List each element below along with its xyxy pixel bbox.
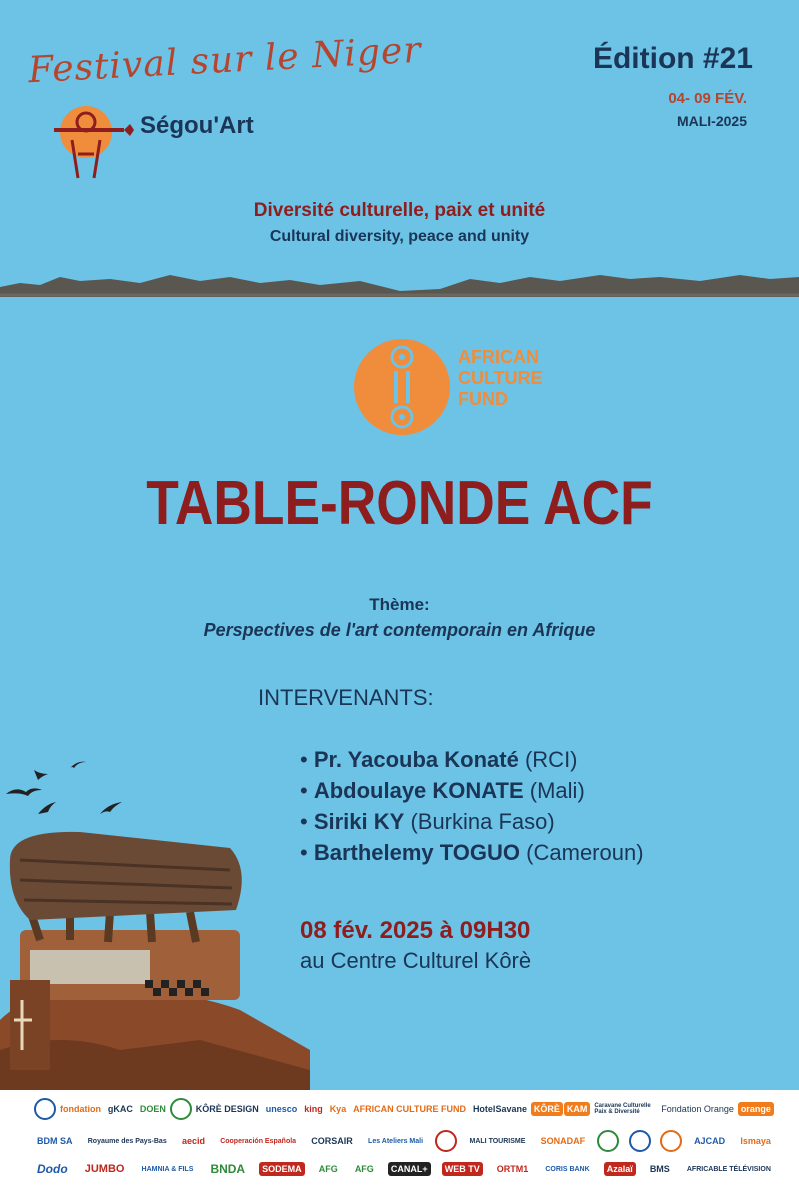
event-title: TABLE-RONDE ACF — [146, 469, 653, 538]
sponsor-logo: CORSAIR — [311, 1136, 353, 1146]
sponsor-logo: AFG — [354, 1164, 374, 1174]
speaker-name: Siriki KY — [313, 809, 405, 834]
sponsor-logo: BMS — [649, 1164, 670, 1174]
organizer-name — [458, 347, 543, 410]
sponsor-logo: CORIS BANK — [545, 1165, 590, 1173]
sponsor-logo: KÔRÈ DESIGN — [195, 1104, 259, 1114]
birds-illustration — [0, 740, 150, 820]
sponsor-logo: king — [304, 1104, 323, 1114]
event-venue: au Centre Culturel Kôrè — [300, 948, 532, 973]
sponsor-logo: AFG — [318, 1164, 338, 1174]
sponsor-logo: SONADAF — [540, 1136, 586, 1146]
sponsor-logo: AJCAD — [694, 1136, 726, 1146]
sponsor-logo: KAM — [564, 1102, 591, 1116]
speaker-origin: (RCI) — [524, 747, 578, 772]
theme-label: Thème: — [369, 595, 430, 614]
african-culture-fund-logo-icon — [354, 335, 450, 439]
edition-dates: 04- 09 FÉV. — [668, 90, 747, 107]
motto-french: Diversité culturelle, paix et unité — [253, 200, 546, 221]
sponsor-logo: WEB TV — [442, 1162, 483, 1176]
sponsor-row — [34, 1160, 774, 1178]
speaker-item: • Siriki KY (Burkina Faso) — [300, 809, 555, 834]
sponsor-seal-icon — [629, 1130, 651, 1152]
sponsor-logo: Les Ateliers Mali — [368, 1137, 424, 1145]
sponsor-strip — [0, 1090, 799, 1200]
speaker-origin: (Mali) — [529, 778, 585, 803]
theme-value: Perspectives de l'art contemporain en Afrique — [203, 620, 596, 640]
edition-place-year: MALI-2025 — [676, 113, 747, 129]
event-datetime: 08 fév. 2025 à 09H30 — [300, 917, 531, 944]
sponsor-logo: unesco — [265, 1104, 298, 1114]
sponsor-logo: HAMNIA & FILS — [141, 1165, 194, 1173]
sponsor-seal-icon — [34, 1098, 56, 1120]
speaker-name: Abdoulaye KONATE — [313, 778, 524, 803]
sponsor-logo: Dodo — [37, 1162, 68, 1176]
sponsor-logo: Caravane Culturelle Paix & Diversité — [594, 1103, 651, 1115]
sponsor-seal-icon — [660, 1130, 682, 1152]
sponsor-seal-icon — [170, 1098, 192, 1120]
sponsor-logo: KÔRÈ — [531, 1102, 563, 1116]
brand-name: Ségou'Art — [140, 112, 254, 139]
sponsor-logo: SODEMA — [259, 1162, 305, 1176]
horizon-silhouette — [0, 265, 799, 305]
speaker-origin: (Cameroun) — [526, 840, 644, 865]
sponsor-logo: Kya — [329, 1104, 347, 1114]
sponsor-logo: MALI TOURISME — [469, 1137, 526, 1145]
speaker-item: • Barthelemy TOGUO (Cameroun) — [300, 840, 644, 865]
sponsor-logo: aecid — [181, 1136, 205, 1146]
organizer-name-line: FUND — [458, 389, 508, 409]
sponsor-logo: BDM SA — [37, 1136, 73, 1146]
edition-number: Édition #21 — [592, 42, 753, 75]
speaker-name: Barthelemy TOGUO — [313, 840, 521, 865]
organizer-name-line: CULTURE — [458, 368, 543, 388]
sponsor-logo: CANAL+ — [388, 1162, 431, 1176]
sponsor-row — [34, 1098, 774, 1120]
sponsor-logo: Ismaya — [740, 1136, 771, 1146]
motto-english: Cultural diversity, peace and unity — [269, 228, 530, 245]
speaker-origin: (Burkina Faso) — [410, 809, 555, 834]
sponsor-logo: AFRICABLE TÉLÉVISION — [686, 1165, 771, 1173]
sponsor-row — [34, 1130, 774, 1152]
sponsor-logo: gKAC — [107, 1104, 133, 1114]
segou-art-emblem-icon — [48, 96, 138, 186]
speakers-heading: INTERVENANTS: — [258, 685, 434, 710]
speaker-item: • Pr. Yacouba Konaté (RCI) — [300, 747, 578, 772]
speakers-list — [300, 744, 644, 868]
organizer-name-line: AFRICAN — [458, 347, 539, 367]
sponsor-logo: Fondation Orange — [661, 1104, 734, 1114]
sponsor-seal-icon — [435, 1130, 457, 1152]
speaker-name: Pr. Yacouba Konaté — [313, 747, 519, 772]
sponsor-seal-icon — [597, 1130, 619, 1152]
granary-illustration — [0, 820, 310, 1090]
sponsor-logo: HotelSavane — [472, 1104, 527, 1114]
sponsor-logo: DOEN — [139, 1104, 166, 1114]
sponsor-logo: JUMBO — [84, 1163, 125, 1175]
sponsor-logo: Royaume des Pays-Bas — [87, 1137, 167, 1145]
speaker-item: • Abdoulaye KONATE (Mali) — [300, 778, 585, 803]
sponsor-logo: AFRICAN CULTURE FUND — [353, 1104, 466, 1114]
sponsor-logo: Cooperación Española — [220, 1137, 297, 1145]
sponsor-logo: BNDA — [210, 1162, 246, 1176]
festival-script-logo: Festival sur le Niger — [27, 29, 423, 92]
sponsor-logo: ORTM1 — [496, 1164, 529, 1174]
sponsor-logo: Azalaï — [604, 1162, 636, 1176]
sponsor-logo: orange — [738, 1102, 774, 1116]
sponsor-logo: fondation — [59, 1104, 101, 1114]
